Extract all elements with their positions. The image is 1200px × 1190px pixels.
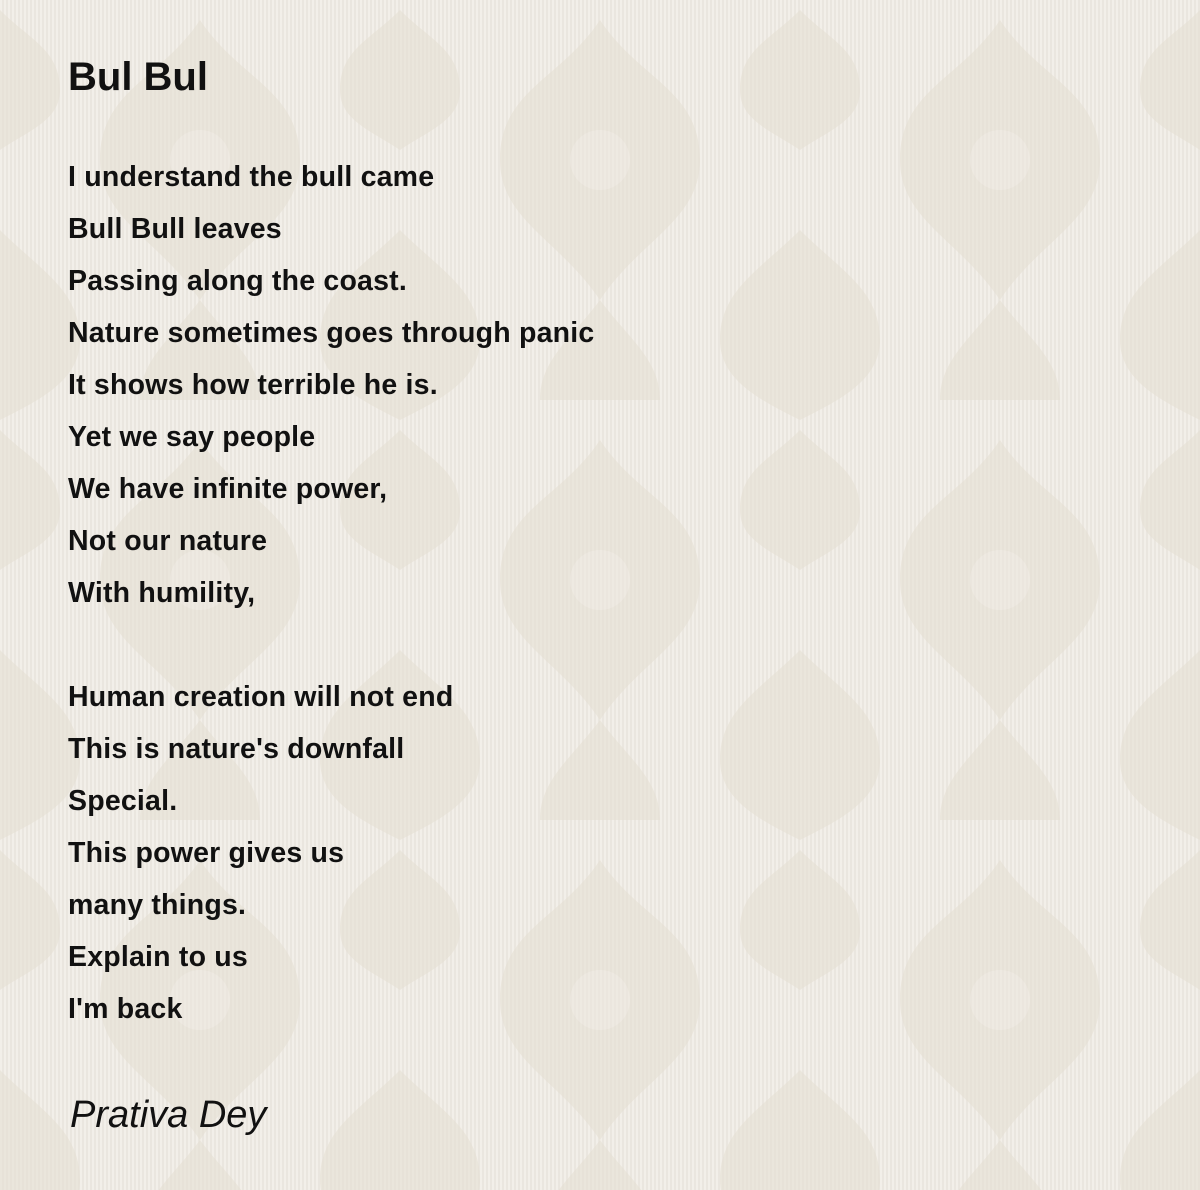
poem-line: With humility,	[68, 577, 256, 609]
poem-line: I'm back	[68, 993, 183, 1025]
poem-line: Explain to us	[68, 941, 248, 973]
poem-line: Passing along the coast.	[68, 265, 407, 297]
poem-line: many things.	[68, 889, 247, 921]
poem-stanza	[68, 151, 594, 619]
poem-line: This is nature's downfall	[68, 733, 405, 765]
poem-title: Bul Bul	[68, 55, 208, 99]
poem-line: I understand the bull came	[68, 161, 435, 193]
poem-line: Special.	[68, 785, 178, 817]
poem-line: Not our nature	[68, 525, 268, 557]
poem-line: It shows how terrible he is.	[68, 369, 438, 401]
poem-stanza	[68, 671, 453, 1035]
poem-line: Bull Bull leaves	[68, 213, 282, 245]
poem-line: Yet we say people	[68, 421, 316, 453]
poem-line: We have infinite power,	[68, 473, 388, 505]
poem-line: Human creation will not end	[68, 681, 454, 713]
poem-line: This power gives us	[68, 837, 345, 869]
poem-line: Nature sometimes goes through panic	[68, 317, 595, 349]
poem-author: Prativa Dey	[70, 1094, 267, 1136]
